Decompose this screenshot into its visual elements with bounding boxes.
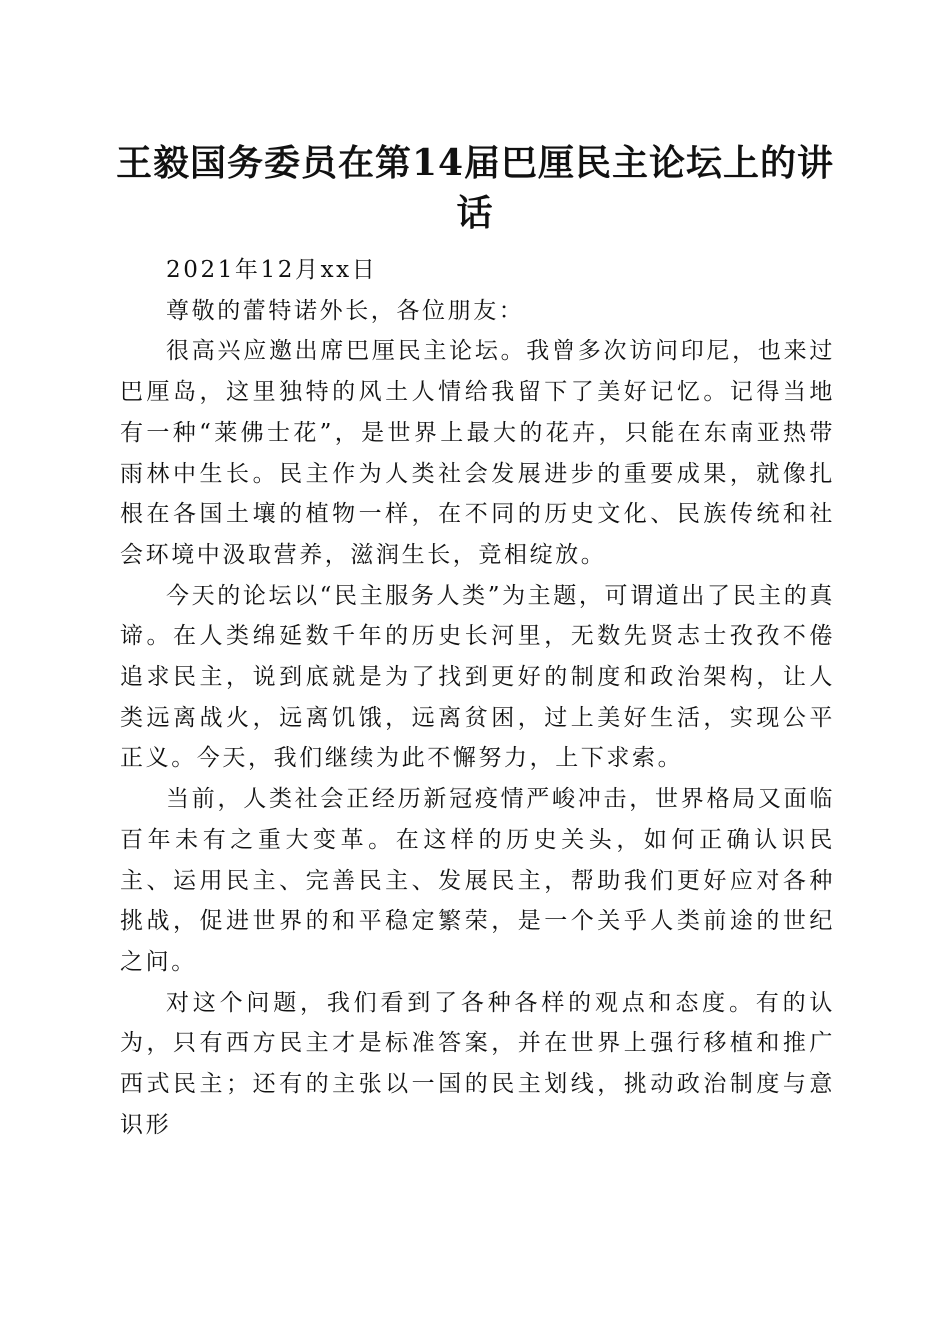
- salutation: 尊敬的蕾特诺外长，各位朋友：: [166, 297, 525, 324]
- document-body: [120, 250, 835, 1145]
- paragraph: 很高兴应邀出席巴厘民主论坛。我曾多次访问印尼，也来过巴厘岛，这里独特的风土人情给我留下了美好记忆。记得当地有一种“莱佛士花”，是世界上最大的花卉，只能在东南亚热带雨林中生长。民主作为人类社会发展进步的重要成果，就像扎根在各国土壤的植物一样，在不同的历史文化、民族传统和社会环境中汲取营养，滋润生长，竞相绽放。: [120, 338, 835, 568]
- paragraph: 今天的论坛以“民主服务人类”为主题，可谓道出了民主的真谛。在人类绵延数千年的历史长河里，无数先贤志士孜孜不倦追求民主，说到底就是为了找到更好的制度和政治架构，让人类远离战火，远离饥饿，远离贫困，过上美好生活，实现公平正义。今天，我们继续为此不懈努力，上下求索。: [120, 582, 835, 772]
- document-title: 王毅国务委员在第14届巴厘民主论坛上的讲话: [115, 142, 835, 234]
- paragraph: 当前，人类社会正经历新冠疫情严峻冲击，世界格局又面临百年未有之重大变革。在这样的历史关头，如何正确认识民主、运用民主、完善民主、发展民主，帮助我们更好应对各种挑战，促进世界的和平稳定繁荣，是一个关乎人类前途的世纪之问。: [120, 786, 835, 975]
- paragraph: 对这个问题，我们看到了各种各样的观点和态度。有的认为，只有西方民主才是标准答案，并在世界上强行移植和推广西式民主；还有的主张以一国的民主划线，挑动政治制度与意识形: [120, 989, 835, 1138]
- date-line: 2021年12月xx日: [166, 257, 378, 283]
